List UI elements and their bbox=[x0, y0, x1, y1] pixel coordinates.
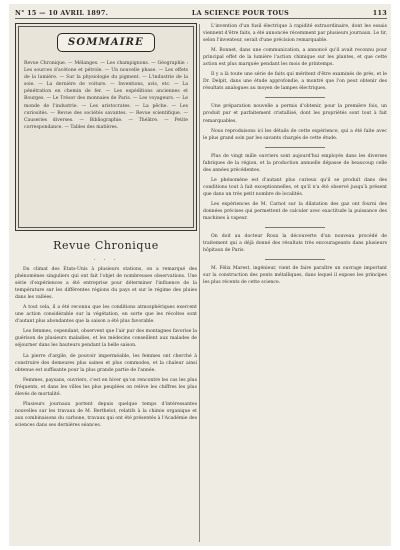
right-column bbox=[203, 23, 387, 543]
article-paragraph: La pierre d'argile, de pouvoir imperméable, les femmes ont cherché à construire des demeures plus saines et plus commodes, et la chaleur ainsi obtenue est suffisante pour la plus grande partie de l'année. bbox=[15, 353, 197, 373]
page-number: 113 bbox=[372, 8, 387, 17]
page-header bbox=[15, 7, 387, 19]
section-separator bbox=[265, 259, 325, 260]
article-paragraph: M. Félix Marest, ingénieur, vient de faire paraître un ouvrage important sur la construction des ponts métalliques, dans lequel il expose les principes les plus récents de cette science. bbox=[203, 266, 387, 286]
section-separator bbox=[265, 97, 325, 98]
column-divider bbox=[199, 24, 200, 542]
sommaire-box bbox=[15, 23, 197, 231]
article-paragraph: Plus de vingt mille ouvriers sont aujourd'hui employés dans les diverses fabriques de la région, et la production annuelle dépasse de beaucoup celle des années précédentes. bbox=[203, 153, 387, 173]
article-paragraph: Les expériences de M. Carnot sur la dilatation des gaz ont fourni des données précises qui permettent de calculer avec exactitude la puissance des machines à vapeur. bbox=[203, 201, 387, 222]
sommaire-text bbox=[20, 60, 192, 131]
article-paragraph: M. Bonnet, dans une communication, a annoncé qu'il avait reconnu pour principal effet de la lumière l'action chimique sur les plantes, et que cette action est plus marquée pendant les mois de printemps. bbox=[203, 48, 387, 68]
article-paragraph: Le phénomène est d'autant plus curieux qu'il se produit dans des conditions tout à fait exceptionnelles, et qu'il n'a été observé jusqu'à présent que dans un très petit nombre de localités. bbox=[203, 177, 387, 197]
issue-date: N° 15 — 10 AVRIL 1897. bbox=[15, 8, 109, 17]
article-paragraph: L'invention d'un fusil électrique à rapidité extraordinaire, dont les essais viennent d'être faits, a été annoncée récemment par plusieurs journaux. Le tir, selon l'inventeur, serait d'une précision remarquable. bbox=[203, 24, 387, 44]
title-ornament: · · · bbox=[93, 257, 119, 264]
article-paragraph: Les femmes, cependant, observent que l'air pur des montagnes favorise la guérison de plusieurs maladies, et les médecins conseillent aux malades de séjourner dans les hauteurs pendant la belle saison. bbox=[15, 329, 197, 349]
left-column bbox=[15, 23, 197, 543]
article-paragraph: A tout cela, il a été reconnu que les conditions atmosphériques exercent une action considérable sur la végétation, en sorte que les récoltes sont d'autant plus abondantes que la saison a été plus favorable. bbox=[15, 305, 197, 325]
article-paragraph: Plusieurs journaux portent depuis quelque temps d'intéressantes nouvelles sur les travaux de M. Berthelot, relatifs à la chimie organique et aux combinaisons du carbone, travaux qui ont été présentés à l'Académie des sciences dans ses dernières séances. bbox=[15, 401, 197, 428]
newspaper-page bbox=[9, 4, 391, 546]
sommaire-more: — Revue des sociétés savantes. — Revue scientifique. — Causeries diverses. — Bibliographie. — Théâtre. — Petite correspondance. — Tables des matières. bbox=[24, 110, 188, 130]
section-separator bbox=[265, 147, 325, 148]
article-paragraph: Il y a là toute une série de faits qui méritent d'être examinés de près, et le Dr. Delpit, dans une étude approfondie, a montré que l'on peut obtenir des résultats analogues au moyen de lampes électriques. bbox=[203, 72, 387, 92]
revue-chronique-title: Revue Chronique bbox=[53, 239, 159, 252]
article-paragraph: Du climat des États-Unis à plusieurs stations, on a remarqué des phénomènes singuliers qui ont fait l'objet de nombreuses observations. Une série d'expériences a été entreprise pour déterminer l'influence de la température sur les différentes régions du pays et sur le régime des pluies dans les vallées. bbox=[15, 267, 197, 301]
article-paragraph: Une préparation nouvelle a permis d'obtenir, pour la première fois, un produit pur et parfaitement cristallisé, dont les propriétés sont tout à fait remarquables. bbox=[203, 104, 387, 124]
sommaire-title: SOMMAIRE bbox=[57, 33, 155, 52]
section-separator bbox=[265, 227, 325, 228]
article-paragraph: On doit au docteur Roux la découverte d'un nouveau procédé de traitement qui a déjà donné des résultats très encourageants dans plusieurs hôpitaux de Paris. bbox=[203, 234, 387, 254]
journal-title: LA SCIENCE POUR TOUS bbox=[191, 8, 290, 17]
article-paragraph: Femmes, paysans, ouvriers, c'est en hiver qu'on rencontre les cas les plus fréquents, et dans les villes les plus peuplées on relève les chiffres les plus élevés de mortalité. bbox=[15, 377, 197, 397]
sommaire-contents: Revue Chronique. — Mélanges. — Les champignons. — Géographie : Les sources d'acétone et pétrole. — Un nouvelle phase. — Les effets de la lumière. — Sur la physiologie du pigment. — L'industrie de la soie. — La dernière de voiture. — Inventions, avis, etc. — La pénétration en chemin de fer. — Les expéditions anciennes et Bourges. — Le Trésor des monnaies de Paris. — Les voyageurs. — Le monde de l'industrie. — Les aristocrates. — La pêche. — Les curiosités. bbox=[24, 61, 188, 116]
article-paragraph: Nous reproduisons ici les détails de cette expérience, qui a été faite avec le plus grand soin par les savants chargés de cette étude. bbox=[203, 128, 387, 141]
